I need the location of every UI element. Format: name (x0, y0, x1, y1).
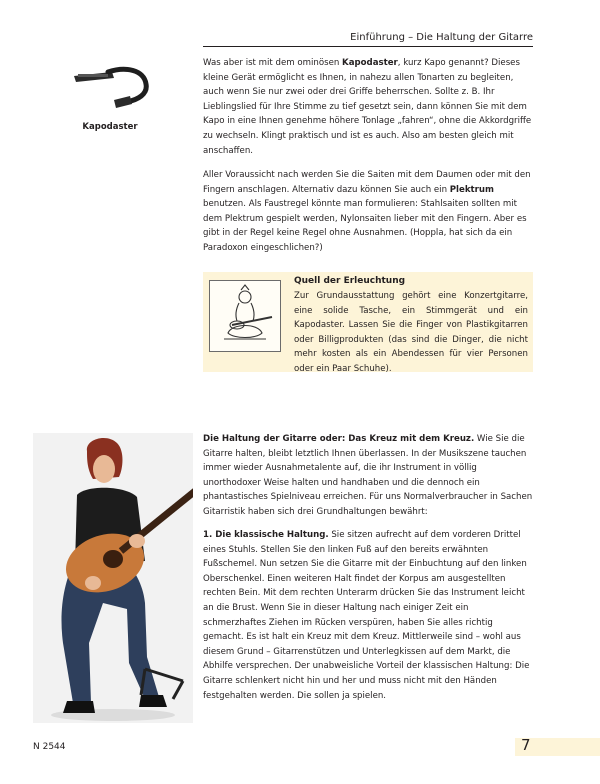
info-box (203, 272, 533, 372)
page-number-box (515, 738, 600, 756)
info-box-text: Zur Grundausstattung gehört eine Konzertgitarre, eine solide Tasche, ein Stimmgerät und ein Kapodaster. Lassen Sie die Finger von Plastikgitarren oder Billigprodukten (das sind die Dinger, die nicht mehr kosten als ein Abendessen für vier Personen oder ein Paar Schuhe). (294, 291, 528, 374)
paragraph-haltung: Die Haltung der Gitarre oder: Das Kreuz mit dem Kreuz. Wie Sie die Gitarre halten, bleibt letztlich Ihnen überlassen. In der Musikszene tauchen immer wieder Ausnahmetalente auf, die ihr Instrument in völlig unorthodoxer Weise halten und handhaben und die dennoch ein phantastisches Spielniveau erreichen. Für uns Normalverbraucher in Sachen Gitarristik haben sich drei Grundhaltungen bewährt: (203, 434, 533, 517)
info-box-title: Quell der Erleuchtung (294, 276, 406, 286)
kapodaster-caption: Kapodaster (82, 122, 138, 132)
page-number: 7 (521, 736, 531, 754)
publisher-code: N 2544 (33, 742, 66, 752)
running-header: Einführung – Die Haltung der Gitarre (203, 32, 533, 47)
kapodaster-image (68, 62, 152, 112)
paragraph-kapodaster: Was aber ist mit dem ominösen Kapodaster, kurz Kapo genannt? Dieses kleine Gerät ermöglicht es Ihnen, in nahezu allen Tonarten zu begleiten, auch wenn Sie nur zwei oder drei Griffe beherrschen. Sollte z. B. Ihr Lieblingslied für Ihre Stimme zu tief gesetzt sein, dann können Sie mit dem Kapo in eine Ihnen genehme höhere Tonlage „fahren“, ohne die Akkordgriffe zu wechseln. Klingt praktisch und ist es auch. Also am besten gleich mit anschaffen. (203, 58, 532, 156)
paragraph-klassische-haltung: 1. Die klassische Haltung. Sie sitzen aufrecht auf dem vorderen Drittel eines Stuhls. Stellen Sie den linken Fuß auf den bereits erwähnten Fußschemel. Nun setzen Sie die Gitarre mit der Einbuchtung auf den linken Oberschenkel. Einen weiteren Halt findet der Korpus am ausgestellten rechten Bein. Mit dem rechten Unterarm drücken Sie das Instrument leicht an die Brust. Wenn Sie in dieser Haltung nach einiger Zeit ein schmerzhaftes Ziehen im Rücken verspüren, haben Sie alles richtig gemacht. Es ist halt ein Kreuz mit dem Kreuz. Mittlerweile sind – wohl aus diesem Grund – Gitarrenstützen und Unterlegkissen auf dem Markt, die Abhilfe versprechen. Der unabweisliche Vorteil der klassischen Haltung: Die Gitarre schlenkert nicht hin und her und muss nicht mit den Händen festgehalten werden. Die sollen ja spielen. (203, 530, 530, 701)
guitarist-photo (33, 433, 193, 723)
buddha-guitar-icon (209, 280, 281, 352)
paragraph-plektrum: Aller Voraussicht nach werden Sie die Saiten mit dem Daumen oder mit den Fingern anschlagen. Alternativ dazu können Sie auch ein Plektrum benutzen. Als Faustregel könnte man formulieren: Stahlsaiten sollten mit dem Plektrum gespielt werden, Nylonsaiten lieber mit den Fingern. Aber es gibt in der Regel keine Regel ohne Ausnahmen. (Hoppla, hat sich da ein Paradoxon eingeschlichen?) (203, 170, 531, 253)
